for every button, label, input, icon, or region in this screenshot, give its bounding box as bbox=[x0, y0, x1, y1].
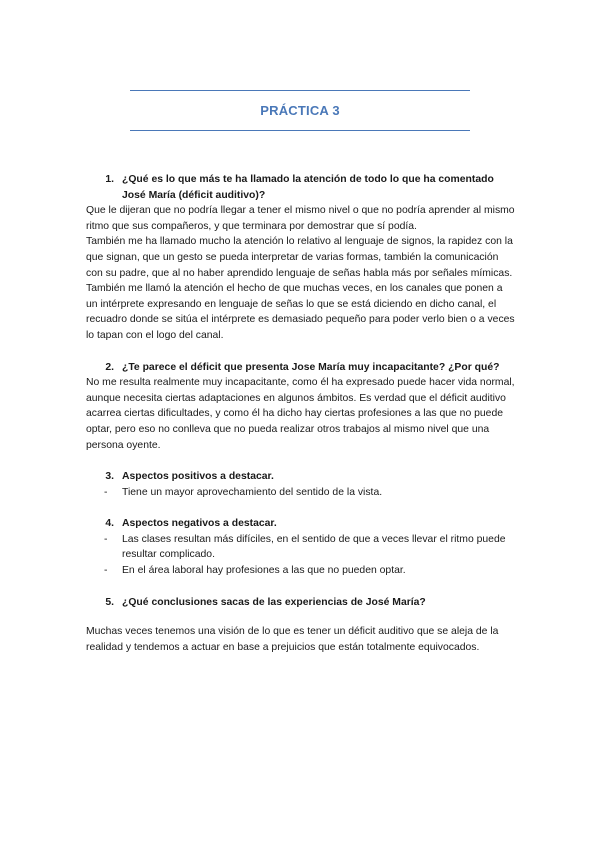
question-5-text: ¿Qué conclusiones sacas de las experiencias de José María? bbox=[122, 596, 426, 608]
question-1-text: ¿Qué es lo que más te ha llamado la atención de todo lo que ha comentado José María (déficit auditivo)? bbox=[122, 174, 494, 201]
question-3-bullet-1-text: Tiene un mayor aprovechamiento del sentido de la vista. bbox=[122, 486, 383, 498]
answer-1-paragraph-3: También me llamó la atención el hecho de que muchas veces, en los canales que ponen a un intérprete expresando en lenguaje de señas lo que se está diciendo en dicho canal, el recuadro donde se sitúa el intérprete es demasiado pequeño para poder verlo bien o a veces lo tapan con el logo del canal. bbox=[86, 283, 515, 341]
answer-1-paragraph-1: Que le dijeran que no podría llegar a tener el mismo nivel o que no podría aprender al mismo ritmo que sus compañeros, y que terminara por demostrar que sí podía. bbox=[86, 205, 515, 232]
page-title: PRÁCTICA 3 bbox=[260, 103, 340, 118]
question-4-bullet-1-text: Las clases resultan más difíciles, en el sentido de que a veces llevar el ritmo puede resultar complicado. bbox=[122, 533, 506, 561]
question-5-number: 5. bbox=[105, 596, 114, 608]
question-5 bbox=[86, 595, 516, 611]
question-1 bbox=[86, 172, 516, 203]
answer-5: Muchas veces tenemos una visión de lo que es tener un déficit auditivo que se aleja de la realidad y tendemos a actuar en base a prejuicios que están totalmente equivocados. bbox=[86, 626, 499, 653]
answer-1-paragraph-2: También me ha llamado mucho la atención lo relativo al lenguaje de signos, la rapidez con la que signan, que un gesto se pueda interpretar de varias formas, también la comunicación con su padre, que al no haber aprendido lenguaje de señas habla más por señales mímicas. bbox=[86, 236, 513, 279]
bullet-dash: - bbox=[104, 486, 108, 498]
question-4-text: Aspectos negativos a destacar. bbox=[122, 518, 277, 530]
question-3-text: Aspectos positivos a destacar. bbox=[122, 471, 274, 483]
question-3 bbox=[86, 469, 516, 485]
bullet-dash: - bbox=[104, 533, 108, 545]
question-4-bullet-2-text: En el área laboral hay profesiones a las que no pueden optar. bbox=[122, 565, 406, 577]
document-body bbox=[86, 172, 516, 655]
question-4-number: 4. bbox=[105, 518, 114, 530]
question-3-bullet-1 bbox=[86, 485, 516, 501]
title-top-rule bbox=[130, 90, 470, 91]
title-bottom-rule bbox=[130, 130, 470, 131]
question-4-bullet-2 bbox=[86, 563, 516, 579]
question-2-text: ¿Te parece el déficit que presenta Jose María muy incapacitante? ¿Por qué? bbox=[122, 361, 500, 373]
question-1-number: 1. bbox=[105, 174, 114, 185]
question-2 bbox=[86, 360, 516, 376]
bullet-dash: - bbox=[104, 565, 108, 577]
question-2-number: 2. bbox=[105, 361, 114, 373]
question-4 bbox=[86, 516, 516, 532]
question-4-bullet-1 bbox=[86, 532, 516, 563]
answer-2: No me resulta realmente muy incapacitante, como él ha expresado puede hacer vida normal, aunque necesita ciertas adaptaciones en algunos ámbitos. Es verdad que el déficit auditivo acarrea ciertas dificultades, y como él ha dicho hay ciertas profesiones a las que no puede optar, pero eso no conlleva que no pueda realizar otros trabajos al mismo nivel que una persona oyente. bbox=[86, 377, 515, 451]
question-3-number: 3. bbox=[105, 471, 114, 483]
